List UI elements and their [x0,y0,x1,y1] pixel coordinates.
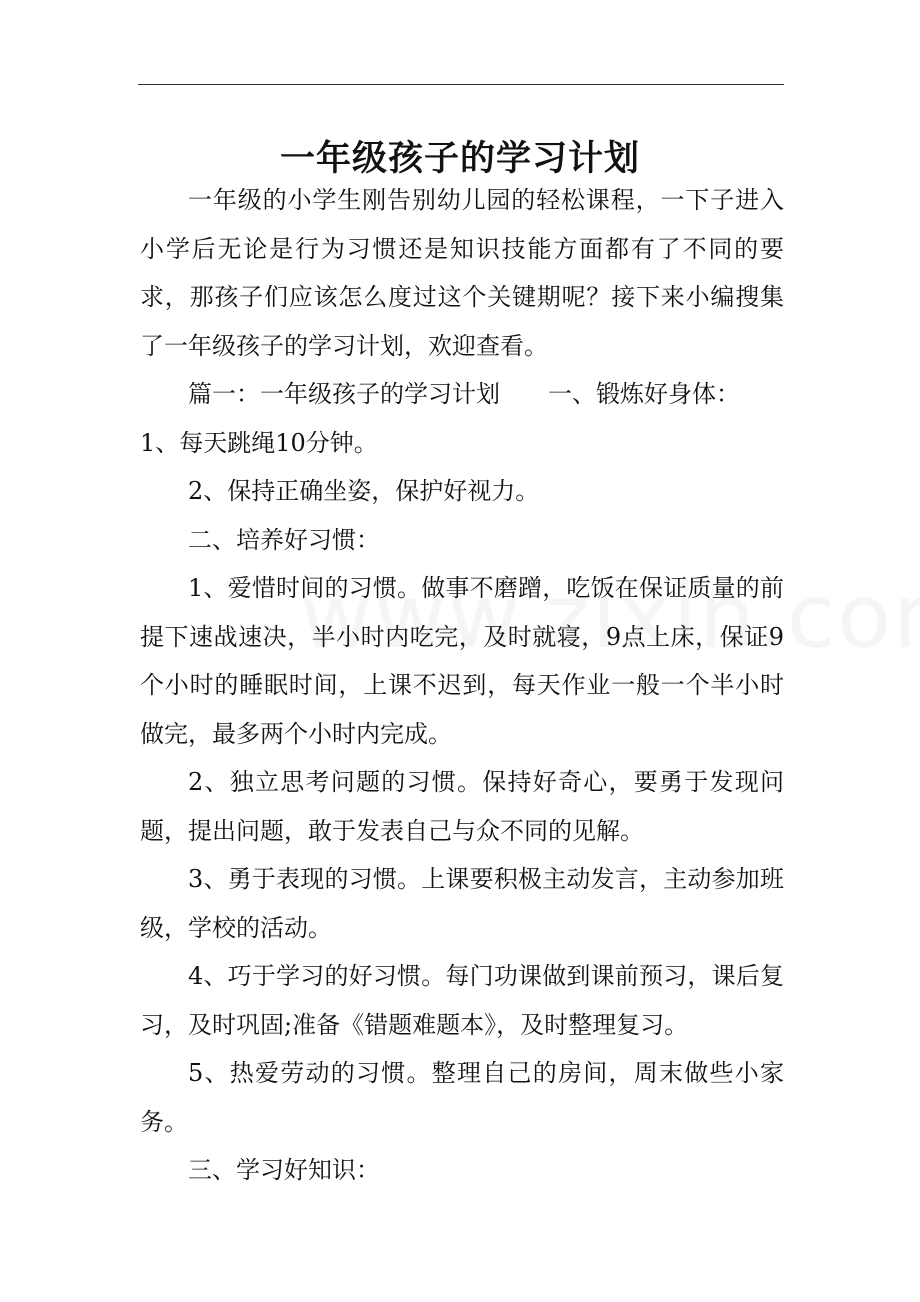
habit-item-thinking: 2、独立思考问题的习惯。保持好奇心，要勇于发现问题，提出问题，敢于发表自己与众不同的见解。 [140,768,784,845]
section-heading-knowledge: 三、学习好知识： [188,1156,380,1184]
section-heading-habits: 二、培养好习惯： [188,525,380,554]
intro-paragraph: 一年级的小学生刚告别幼儿园的轻松课程，一下子进入小学后无论是行为习惯还是知识技能方面都有了不同的要求，那孩子们应该怎么度过这个关键期呢？接下来小编搜集了一年级孩子的学习计划，欢迎查看。 [140,186,784,360]
document-body [140,176,784,1195]
list-item-jump-rope: 1、每天跳绳10分钟。 [140,428,378,457]
document-title: 一年级孩子的学习计划 [279,138,640,180]
section-heading-part-one: 篇一：一年级孩子的学习计划 一、锻炼好身体： [188,380,740,408]
habit-item-expression: 3、勇于表现的习惯。上课要积极主动发言，主动参加班级，学校的活动。 [140,865,784,942]
habit-item-study: 4、巧于学习的好习惯。每门功课做到课前预习，课后复习，及时巩固;准备《错题难题本》，及时整理复习。 [140,962,784,1039]
list-item-posture: 2、保持正确坐姿，保护好视力。 [188,477,540,505]
header-rule [138,84,784,85]
habit-item-labor: 5、热爱劳动的习惯。整理自己的房间，周末做些小家务。 [140,1059,784,1136]
habit-item-time: 1、爱惜时间的习惯。做事不磨蹭，吃饭在保证质量的前提下速战速决，半小时内吃完，及时就寝，9点上床，保证9个小时的睡眠时间，上课不迟到，每天作业一般一个半小时做完，最多两个小时内完成。 [140,574,784,748]
